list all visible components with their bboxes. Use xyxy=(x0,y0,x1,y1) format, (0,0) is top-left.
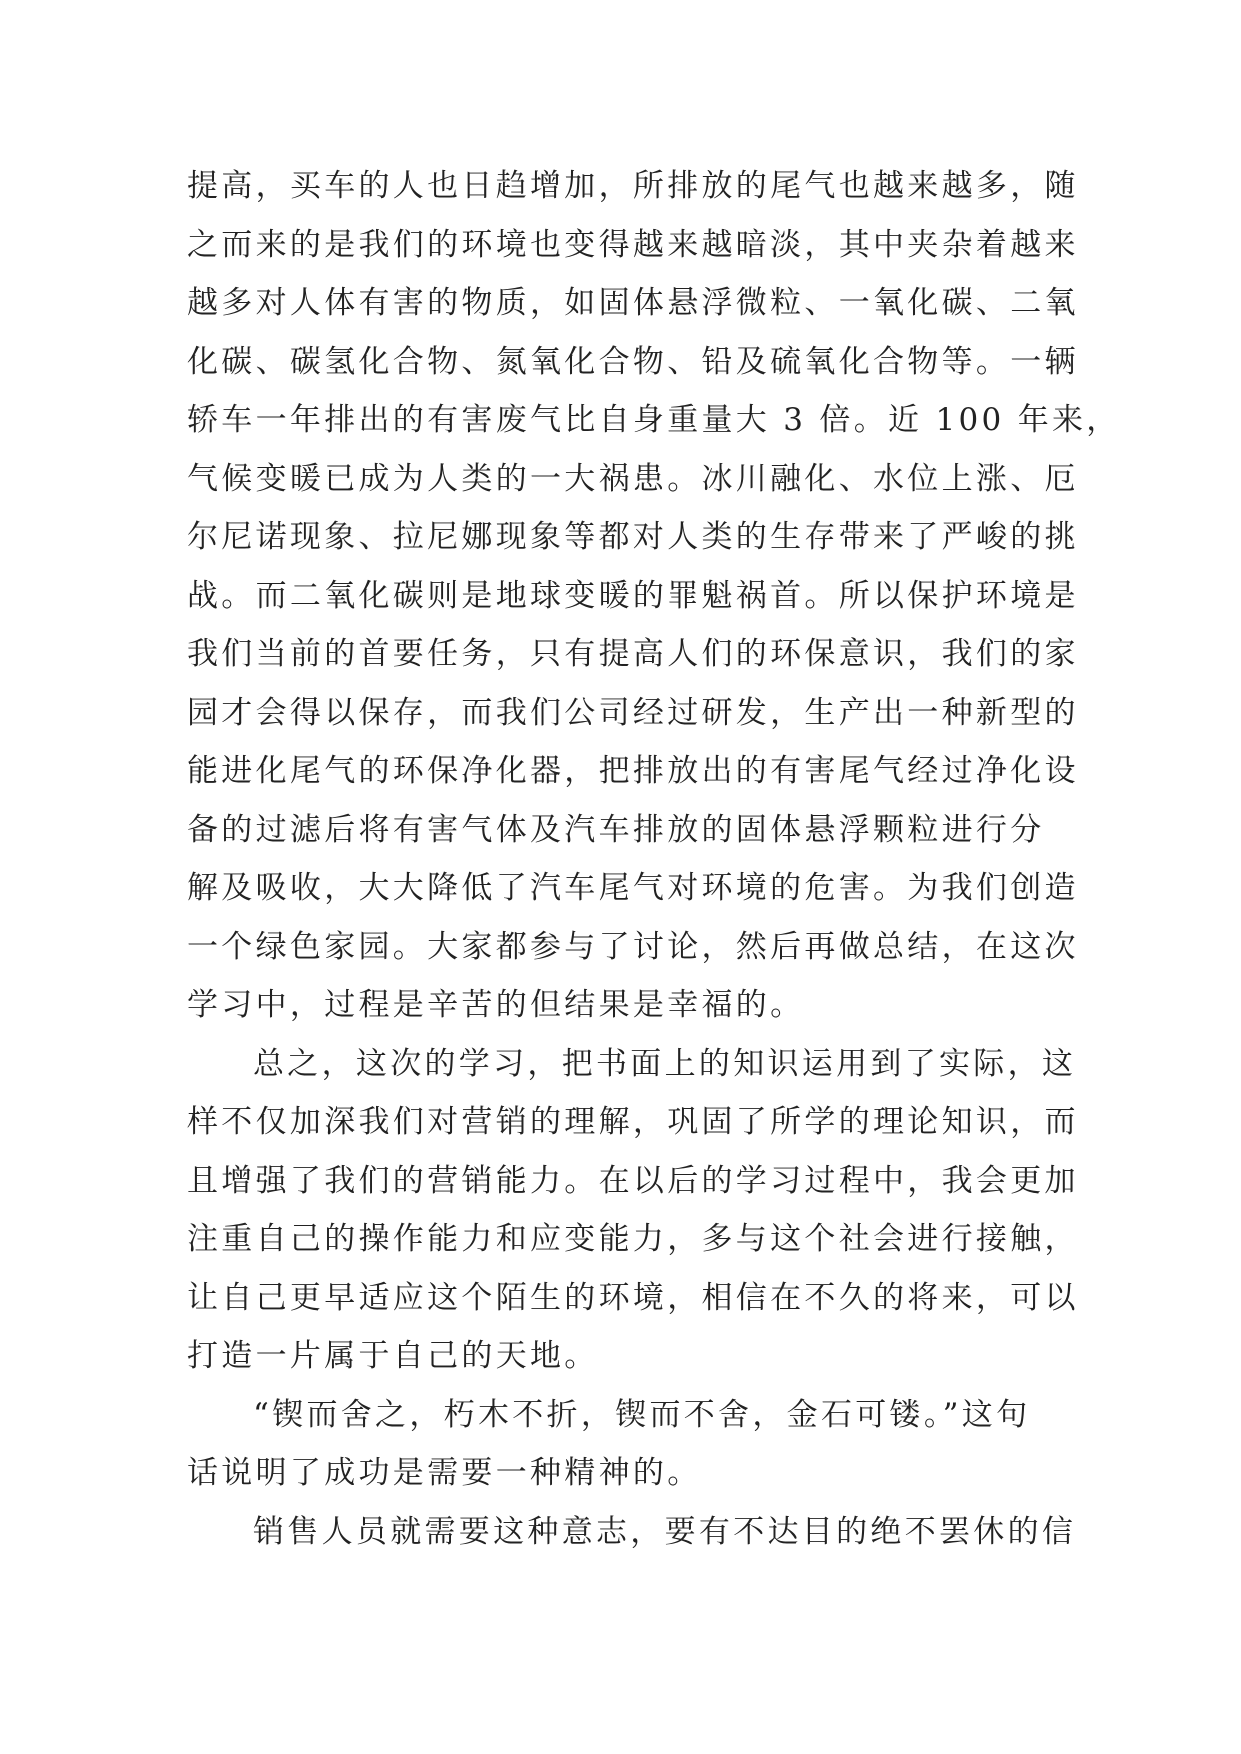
text-line: 园才会得以保存，而我们公司经过研发，生产出一种新型的 xyxy=(187,694,1079,731)
text-line: 且增强了我们的营销能力。在以后的学习过程中，我会更加 xyxy=(187,1162,1079,1199)
text-line: 一个绿色家园。大家都参与了讨论，然后再做总结，在这次 xyxy=(187,928,1079,965)
paragraph-first-line: “锲而舍之，朽木不折，锲而不舍，金石可镂。”这句 xyxy=(253,1396,1031,1433)
text-line: 注重自己的操作能力和应变能力，多与这个社会进行接触， xyxy=(187,1221,1079,1257)
text-line: 备的过滤后将有害气体及汽车排放的固体悬浮颗粒进行分 xyxy=(187,811,1045,848)
text-line: 学习中，过程是辛苦的但结果是幸福的。 xyxy=(187,987,805,1023)
text-line: 话说明了成功是需要一种精神的。 xyxy=(187,1455,702,1491)
paragraph-first-line: 销售人员就需要这种意志，要有不达目的绝不罢休的信 xyxy=(253,1513,1077,1550)
text-line: 化碳、碳氢化合物、氮氧化合物、铅及硫氧化合物等。一辆 xyxy=(187,343,1079,380)
text-line: 提高，买车的人也日趋增加，所排放的尾气也越来越多，随 xyxy=(187,168,1079,204)
text-line: 解及吸收，大大降低了汽车尾气对环境的危害。为我们创造 xyxy=(187,870,1079,906)
text-line: 越多对人体有害的物质，如固体悬浮微粒、一氧化碳、二氧 xyxy=(187,285,1079,321)
text-line: 让自己更早适应这个陌生的环境，相信在不久的将来，可以 xyxy=(187,1279,1079,1316)
text-line: 战。而二氧化碳则是地球变暖的罪魁祸首。所以保护环境是 xyxy=(187,577,1079,614)
paragraph-first-line: 总之，这次的学习，把书面上的知识运用到了实际，这 xyxy=(253,1045,1077,1082)
text-line: 之而来的是我们的环境也变得越来越暗淡，其中夹杂着越来 xyxy=(187,226,1079,263)
text-line: 尔尼诺现象、拉尼娜现象等都对人类的生存带来了严峻的挑 xyxy=(187,519,1079,555)
text-line: 我们当前的首要任务，只有提高人们的环保意识，我们的家 xyxy=(187,636,1079,672)
body-text xyxy=(187,157,1121,1561)
text-line: 打造一片属于自己的天地。 xyxy=(187,1338,599,1374)
text-line: 气候变暖已成为人类的一大祸患。冰川融化、水位上涨、厄 xyxy=(187,460,1079,497)
text-line: 样不仅加深我们对营销的理解，巩固了所学的理论知识，而 xyxy=(187,1104,1079,1140)
text-line: 轿车一年排出的有害废气比自身重量大 3 倍。近 100 年来， xyxy=(187,402,1121,438)
text-line: 能进化尾气的环保净化器，把排放出的有害尾气经过净化设 xyxy=(187,753,1079,789)
